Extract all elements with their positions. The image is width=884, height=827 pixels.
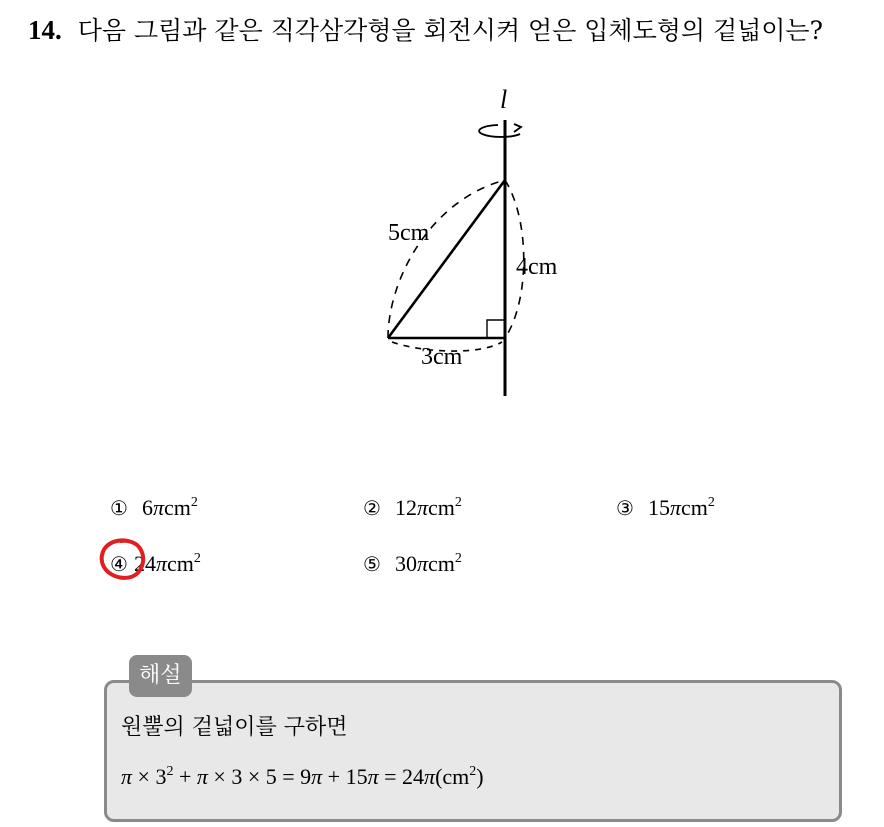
choice-1[interactable]: ① 6πcm$^2$ [110, 495, 198, 520]
question-text: 다음 그림과 같은 직각삼각형을 회전시켜 얻은 입체도형의 겉넓이는? [77, 16, 823, 45]
triangle-hypotenuse [388, 180, 505, 338]
choice-4[interactable]: ④ 24πcm$^2$ [110, 551, 201, 576]
explanation-tab: 해설 [129, 655, 192, 697]
choice-5[interactable]: ⑤ 30πcm$^2$ [363, 551, 462, 576]
choice-marker: ⑤ [363, 552, 381, 576]
explanation-line-2: $\pi \times 3^2 + \pi \times 3 \times 5 = 9\pi + 15\pi = 24\pi(cm^2)$ [121, 764, 484, 789]
axis-label: l [500, 85, 508, 114]
choice-2[interactable]: ② 12πcm$^2$ [363, 495, 462, 520]
choice-3[interactable]: ③ 15πcm$^2$ [616, 495, 715, 520]
question-number: 14. [28, 15, 62, 45]
answer-circle-mark [97, 535, 149, 585]
choice-marker: ② [363, 496, 381, 520]
base-label: 3cm [421, 344, 463, 370]
choice-marker: ③ [616, 496, 634, 520]
explanation-line-1: 원뿔의 겉넓이를 구하면 [121, 715, 348, 740]
explanation-box [104, 680, 842, 822]
hypotenuse-label: 5cm [388, 220, 430, 246]
height-label: 4cm [516, 254, 558, 280]
choice-marker: ④ [110, 552, 128, 576]
choice-marker: ① [110, 496, 128, 520]
right-angle-mark [487, 320, 505, 338]
rotation-arrow-icon [479, 124, 521, 137]
